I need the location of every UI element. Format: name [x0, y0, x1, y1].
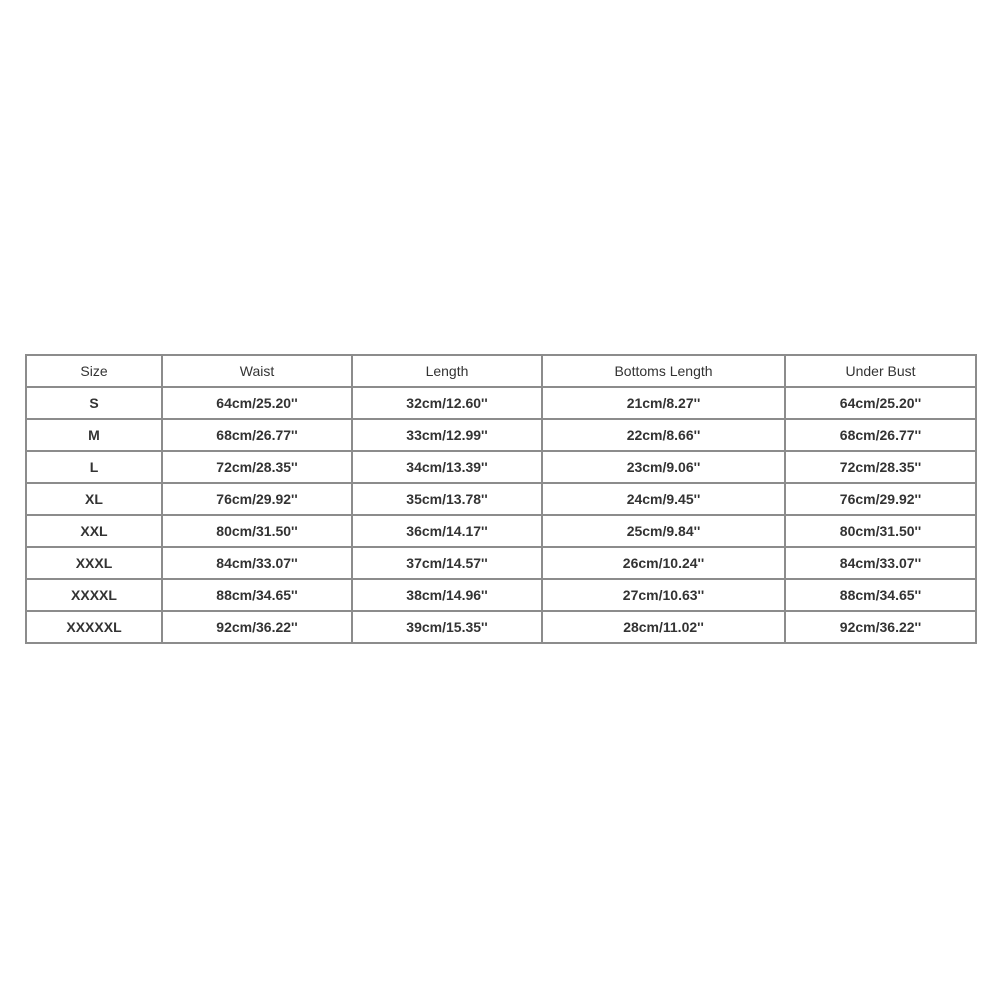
length-cell: 39cm/15.35'': [352, 611, 542, 643]
waist-cell: 72cm/28.35'': [162, 451, 352, 483]
bottoms-length-cell: 26cm/10.24'': [542, 547, 785, 579]
waist-cell: 92cm/36.22'': [162, 611, 352, 643]
size-cell: L: [26, 451, 162, 483]
length-cell: 35cm/13.78'': [352, 483, 542, 515]
size-cell: XXXXXL: [26, 611, 162, 643]
size-chart-body: [26, 387, 976, 643]
under-bust-cell: 72cm/28.35'': [785, 451, 976, 483]
waist-cell: 68cm/26.77'': [162, 419, 352, 451]
size-cell: S: [26, 387, 162, 419]
length-cell: 33cm/12.99'': [352, 419, 542, 451]
length-cell: 38cm/14.96'': [352, 579, 542, 611]
table-row: [26, 515, 976, 547]
size-chart-table: [25, 354, 977, 644]
header-bottoms-length: Bottoms Length: [542, 355, 785, 387]
under-bust-cell: 92cm/36.22'': [785, 611, 976, 643]
under-bust-cell: 84cm/33.07'': [785, 547, 976, 579]
size-cell: XXXXL: [26, 579, 162, 611]
waist-cell: 64cm/25.20'': [162, 387, 352, 419]
table-row: [26, 387, 976, 419]
bottoms-length-cell: 22cm/8.66'': [542, 419, 785, 451]
length-cell: 34cm/13.39'': [352, 451, 542, 483]
length-cell: 36cm/14.17'': [352, 515, 542, 547]
table-row: [26, 611, 976, 643]
header-size: Size: [26, 355, 162, 387]
under-bust-cell: 64cm/25.20'': [785, 387, 976, 419]
header-waist: Waist: [162, 355, 352, 387]
size-cell: XXL: [26, 515, 162, 547]
table-row: [26, 483, 976, 515]
under-bust-cell: 88cm/34.65'': [785, 579, 976, 611]
under-bust-cell: 80cm/31.50'': [785, 515, 976, 547]
bottoms-length-cell: 21cm/8.27'': [542, 387, 785, 419]
waist-cell: 80cm/31.50'': [162, 515, 352, 547]
table-row: [26, 419, 976, 451]
bottoms-length-cell: 24cm/9.45'': [542, 483, 785, 515]
under-bust-cell: 76cm/29.92'': [785, 483, 976, 515]
size-cell: XL: [26, 483, 162, 515]
size-cell: M: [26, 419, 162, 451]
waist-cell: 76cm/29.92'': [162, 483, 352, 515]
header-length: Length: [352, 355, 542, 387]
table-row: [26, 579, 976, 611]
header-row: [26, 355, 976, 387]
length-cell: 37cm/14.57'': [352, 547, 542, 579]
size-chart-header: [26, 355, 976, 387]
bottoms-length-cell: 27cm/10.63'': [542, 579, 785, 611]
table-row: [26, 547, 976, 579]
table-row: [26, 451, 976, 483]
waist-cell: 84cm/33.07'': [162, 547, 352, 579]
under-bust-cell: 68cm/26.77'': [785, 419, 976, 451]
length-cell: 32cm/12.60'': [352, 387, 542, 419]
bottoms-length-cell: 23cm/9.06'': [542, 451, 785, 483]
header-under-bust: Under Bust: [785, 355, 976, 387]
bottoms-length-cell: 28cm/11.02'': [542, 611, 785, 643]
bottoms-length-cell: 25cm/9.84'': [542, 515, 785, 547]
waist-cell: 88cm/34.65'': [162, 579, 352, 611]
size-cell: XXXL: [26, 547, 162, 579]
